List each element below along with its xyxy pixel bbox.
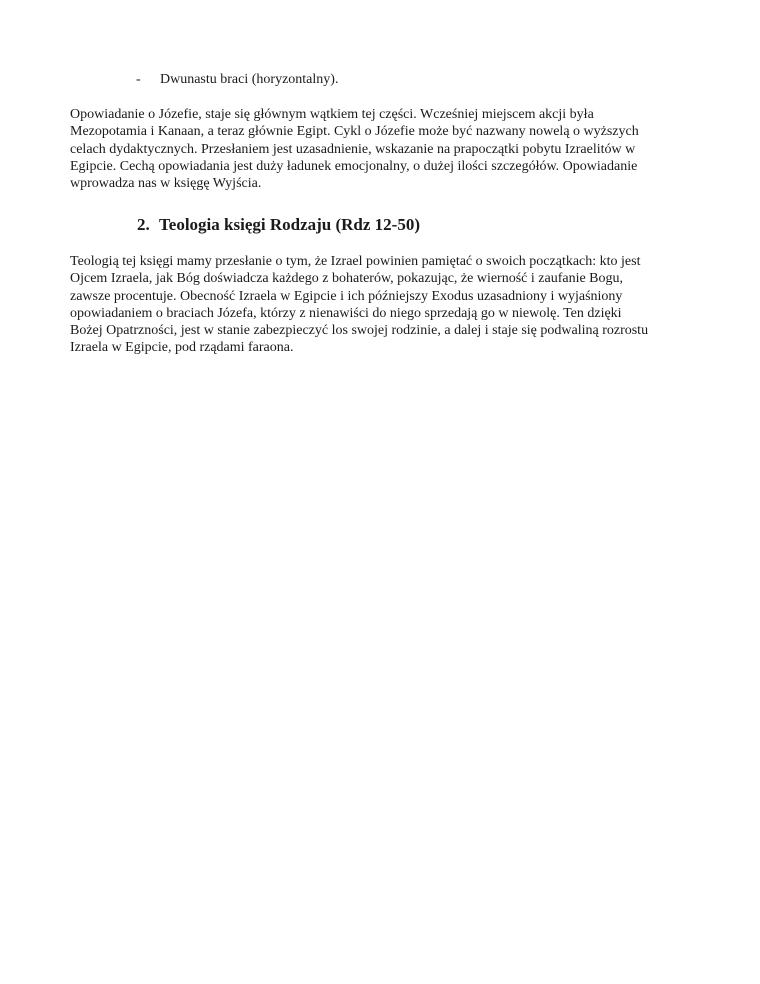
section-title: Teologia księgi Rodzaju (Rdz 12-50): [159, 215, 420, 234]
list-item-bullet: [136, 71, 338, 88]
paragraph-line: wprowadza nas w księgę Wyjścia.: [70, 176, 262, 192]
paragraph-theology: [70, 253, 710, 357]
paragraph-jozef-story: [70, 106, 710, 192]
paragraph-line: Opowiadanie o Józefie, staje się głównym wątkiem tej części. Wcześniej miejscem akcji była: [70, 107, 594, 122]
bullet-text: Dwunastu braci (horyzontalny).: [160, 72, 339, 87]
bullet-marker: -: [136, 72, 141, 87]
paragraph-line: opowiadaniem o braciach Józefa, którzy z nienawiści do niego sprzedają go w niewolę. Ten dzięki: [70, 305, 622, 321]
paragraph-line: Teologią tej księgi mamy przesłanie o tym, że Izrael powinien pamiętać o swoich początkach: kto jest: [70, 254, 641, 269]
paragraph-line: Bożej Opatrzności, jest w stanie zabezpieczyć los swojej rodzinie, a dalej i staje się podwaliną rozrostu: [70, 323, 649, 339]
paragraph-line: Izraela w Egipcie, pod rządami faraona.: [70, 340, 294, 356]
paragraph-line: zawsze procentuje. Obecność Izraela w Egipcie i ich późniejszy Exodus uzasadniony i wyjaśniony: [70, 288, 623, 304]
section-number: 2.: [137, 215, 150, 234]
paragraph-line: Egipcie. Cechą opowiadania jest duży ładunek emocjonalny, o dużej ilości szczegółów. Opowiadanie: [70, 158, 638, 174]
section-heading: [137, 215, 420, 235]
paragraph-line: Mezopotamia i Kanaan, a teraz głównie Egipt. Cykl o Józefie może być nazwany nowelą o wyższych: [70, 124, 639, 140]
paragraph-line: celach dydaktycznych. Przesłaniem jest uzasadnienie, wskazanie na prapoczątki pobytu Izraelitów w: [70, 141, 636, 157]
paragraph-line: Ojcem Izraela, jak Bóg doświadcza każdego z bohaterów, pokazując, że wierność i zaufanie Bogu,: [70, 271, 624, 287]
